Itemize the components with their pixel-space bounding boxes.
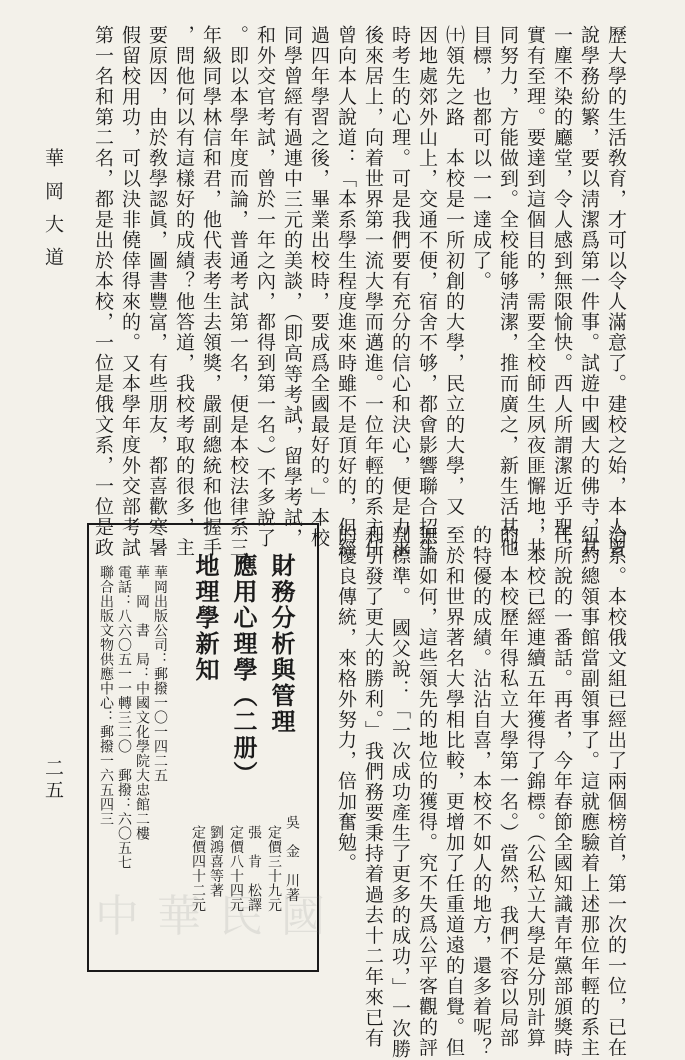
upper-column: 一塵不染的廳堂，令人感到無限愉快。西人所謂潔近乎聖，: [551, 25, 573, 558]
lower-column: 判標準。 國父說：「一次成功產生了更多的成功，」一次勝: [389, 525, 411, 1060]
upper-column: 第一名和第二名，都是出於本校，一位是俄文系，一位是政: [92, 25, 114, 558]
upper-column: 和外交官考試，曾於一年之內，都得到第一名。）不多說了: [254, 25, 276, 549]
publisher-line: 華 岡 書 局：中國文化學院大忠館二樓: [134, 565, 150, 841]
lower-column: 的，本校歷年得私立大學第一名。）當然，我們不容以局部: [497, 525, 519, 1049]
upper-column: 。即以本學年度而論，普通考試第一名，便是本校法律系三: [227, 25, 249, 558]
lower-column: 無論如何，這些領先的地位的獲得。究不失爲公平客觀的評: [416, 525, 438, 1058]
lower-column: 的優良傳統，來格外努力，倍加奮勉。: [335, 525, 357, 874]
upper-column: 歷大學的生活敎育，才可以令人滿意了。建校之始，本人曾: [605, 25, 627, 558]
book-price: 定價三十九元: [266, 825, 282, 912]
lower-column: 利引發了更大的勝利。」我們務要秉持着過去十二年來已有: [362, 525, 384, 1049]
lower-column: 紐約總領事館當副領事了。這就應驗着上述那位年輕的系主: [578, 525, 600, 1058]
book-author: 劉鴻喜等著: [208, 825, 224, 898]
book-title: 地理學新知: [191, 553, 220, 683]
upper-column: 目標，也都可以一一達成了。: [470, 25, 492, 292]
library-stamp: 中華民國: [95, 891, 343, 942]
upper-column: ㈩領先之路 本校是一所初創的大學，民立的大學，又: [443, 25, 465, 517]
book-author: 張 肯 松譯: [246, 825, 262, 912]
book-title: 財務分析與管理: [267, 553, 296, 735]
book-price: 定價八十四元: [228, 825, 244, 912]
lower-column: ，本校已經連續五年獲得了錦標。（公私立大學是分別計算: [524, 525, 546, 1049]
page-number: 二五: [42, 758, 64, 802]
upper-column: 要原因，由於敎學認眞，圖書豐富，有些朋友，都喜歡寒暑: [146, 25, 168, 558]
upper-column: 因地處郊外山上，交通不便，宿舍不够，都會影響聯合招生: [416, 25, 438, 558]
upper-column: ，問他何以有這樣好的成績？他答道，我校考取的很多，主: [173, 25, 195, 558]
upper-column: 實有至理。要達到這個目的，需要全校師生夙夜匪懈地，共: [524, 25, 546, 558]
upper-column: 同努力，方能做到。全校能够淸潔，推而廣之，新生活其他: [497, 25, 519, 558]
upper-column: 年級同學林信和君，他代表考生去領獎，嚴副總統和他握手: [200, 25, 222, 558]
upper-column: 時考生的心理。可是我們要有充分的信心和決心，便是力求: [389, 25, 411, 558]
publisher-line: 聯合出版文物供應中心：郵撥一六五四三: [98, 565, 114, 826]
lower-column: 治系。本校俄文組已經出了兩個榜首，第一次的一位，已在: [605, 525, 627, 1058]
book-price: 定價四十二元: [190, 825, 206, 912]
upper-column: 過四年學習之後，畢業出校時，要成爲全國最好的。」本校: [308, 25, 330, 549]
upper-column: 假留校用功，可以決非僥倖得來的。又本學年度外交部考試: [119, 25, 141, 558]
upper-column: 後來居上，向着世界第一流大學而邁進。一位年輕的系主任: [362, 25, 384, 558]
lower-column: 任所說的一番話。再者，今年春節全國知識青年黨部頒獎時: [551, 525, 573, 1058]
upper-column: 曾向本人說道：「本系學生程度進來時雖不是頂好的，但經: [335, 25, 357, 558]
book-title: 應用心理學（二册）: [229, 553, 258, 787]
publisher-line: 電話：八六〇五一一轉三二〇 郵撥：六〇五七: [116, 565, 132, 870]
publisher-line: 華岡出版公司：郵撥一〇一四二五: [152, 565, 168, 783]
lower-column: 至於和世界著名大學相比較，更增加了任重道遠的自覺。但: [443, 525, 465, 1058]
upper-column: 說學務紛繁，要以淸潔爲第一件事。試遊中國大的佛寺，其: [578, 25, 600, 558]
lower-column: 的特優的成績。沾沾自喜，本校不如人的地方，還多着呢？: [470, 525, 492, 1058]
running-head: 華岡大道: [42, 148, 64, 280]
upper-column: 同學曾經有過連中三元的美談，（即高等考試，留學考試，: [281, 25, 303, 549]
book-author: 吳 金 川著: [284, 815, 300, 902]
